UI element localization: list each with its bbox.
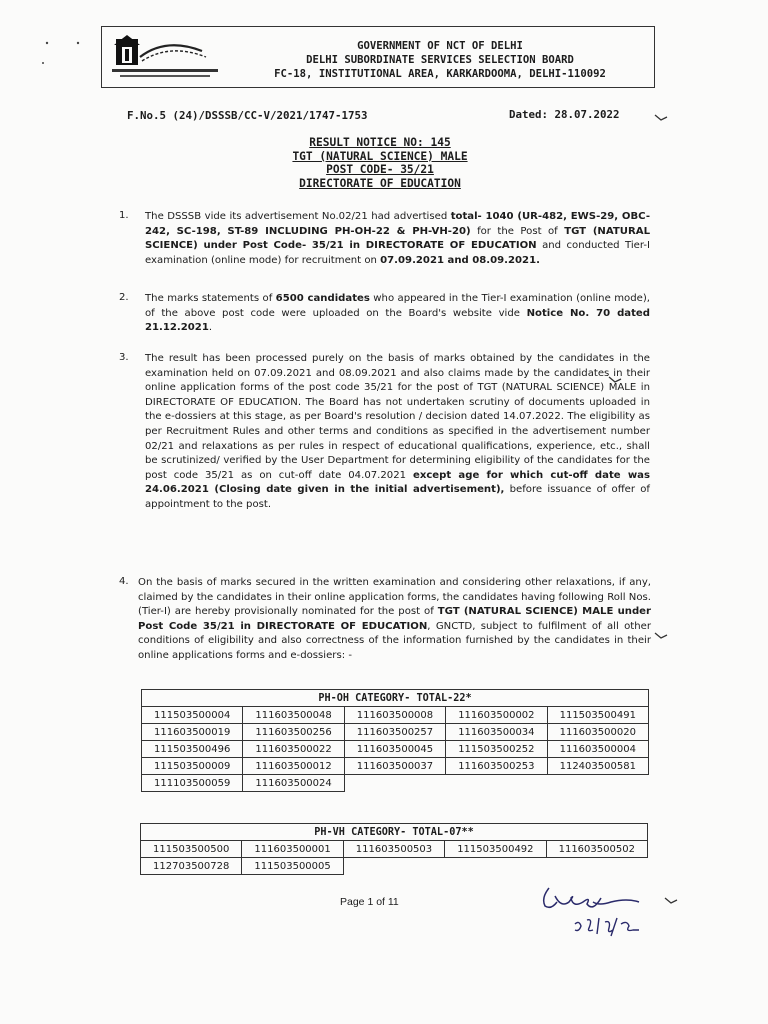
letterhead xyxy=(101,26,655,88)
empty-cell xyxy=(343,858,444,875)
roll-number-cell: 111603500008 xyxy=(344,707,445,724)
table-row xyxy=(142,775,649,792)
roll-number-cell: 111103500059 xyxy=(142,775,243,792)
para-1-text-e: and conducted Tier-I examination (online mode) for recruitment on xyxy=(145,240,650,266)
roll-number-cell: 112703500728 xyxy=(141,858,242,875)
roll-number-cell: 111503500005 xyxy=(242,858,343,875)
para-1-text-d: TGT (NATURAL SCIENCE) under Post Code- 35/21 in DIRECTORATE OF EDUCATION xyxy=(145,225,651,252)
roll-number-cell: 111603500253 xyxy=(446,758,547,775)
ph-oh-table-title: PH-OH CATEGORY- TOTAL-22* xyxy=(142,690,649,707)
para-1-text-f: 07.09.2021 and 08.09.2021. xyxy=(380,254,540,266)
margin-dot-mark xyxy=(74,40,82,46)
table-row xyxy=(142,724,649,741)
margin-tick-mark xyxy=(664,895,678,905)
roll-number-cell: 111603500019 xyxy=(142,724,243,741)
header-line-1: GOVERNMENT OF NCT OF DELHI xyxy=(357,40,523,52)
para-1-number: 1. xyxy=(119,210,129,221)
handwritten-signature xyxy=(535,868,665,948)
para-1-text-a: The DSSSB vide its advertisement No.02/21 had advertised xyxy=(145,211,451,222)
directorate: DIRECTORATE OF EDUCATION xyxy=(299,176,461,190)
margin-tick-mark xyxy=(654,112,668,122)
roll-number-cell: 111603500024 xyxy=(243,775,344,792)
roll-number-cell: 111603500257 xyxy=(344,724,445,741)
ph-vh-table-title: PH-VH CATEGORY- TOTAL-07** xyxy=(141,824,648,841)
header-line-2: DELHI SUBORDINATE SERVICES SELECTION BOARD xyxy=(306,54,574,66)
roll-number-cell: 111503500491 xyxy=(547,707,648,724)
roll-number-cell: 111603500045 xyxy=(344,741,445,758)
para-1 xyxy=(145,210,650,268)
para-4 xyxy=(138,576,651,664)
para-2-text-d: Notice No. 70 dated 21.12.2021 xyxy=(145,307,651,334)
roll-number-cell: 111603500004 xyxy=(547,741,648,758)
roll-number-cell: 111603500022 xyxy=(243,741,344,758)
post-code: POST CODE- 35/21 xyxy=(326,163,434,176)
notice-titles xyxy=(230,136,530,190)
roll-number-cell: 111603500048 xyxy=(243,707,344,724)
table-row xyxy=(142,758,649,775)
empty-cell xyxy=(445,858,546,875)
roll-number-cell: 111503500500 xyxy=(141,841,242,858)
header-line-3: FC-18, INSTITUTIONAL AREA, KARKARDOOMA, DELHI-110092 xyxy=(274,68,606,80)
empty-cell xyxy=(547,775,648,792)
margin-tick-mark xyxy=(654,630,668,640)
para-1-text-c: for the Post of xyxy=(470,225,565,237)
empty-cell xyxy=(446,775,547,792)
roll-number-cell: 111603500002 xyxy=(446,707,547,724)
board-logo xyxy=(106,31,224,83)
roll-number-cell: 111503500492 xyxy=(445,841,546,858)
roll-number-cell: 111603500037 xyxy=(344,758,445,775)
roll-number-cell: 111603500034 xyxy=(446,724,547,741)
margin-dot-mark xyxy=(40,60,46,66)
table-row xyxy=(142,741,649,758)
roll-number-cell: 111503500252 xyxy=(446,741,547,758)
roll-number-cell: 111603500001 xyxy=(242,841,343,858)
para-3-number: 3. xyxy=(119,352,129,363)
page-number: Page 1 of 11 xyxy=(340,896,399,908)
para-2-text-b: 6500 candidates xyxy=(275,293,370,304)
roll-number-cell: 111603500020 xyxy=(547,724,648,741)
letterhead-text xyxy=(230,39,650,81)
margin-dot-mark xyxy=(44,40,50,46)
para-3 xyxy=(145,352,650,513)
roll-number-cell: 111603500256 xyxy=(243,724,344,741)
para-4-text-b: TGT (NATURAL SCIENCE) MALE under Post Code 35/21 in DIRECTORATE OF EDUCATION xyxy=(138,606,651,632)
roll-number-cell: 111503500004 xyxy=(142,707,243,724)
roll-number-cell: 112403500581 xyxy=(547,758,648,775)
margin-tick-mark xyxy=(608,374,622,384)
para-2-number: 2. xyxy=(119,292,129,303)
para-2-text-c: who appeared in the Tier-I examination (online mode), of the above post code were uploaded on the Board's website vide xyxy=(145,293,650,319)
para-3-text-c: before issuance of offer of appointment to the post. xyxy=(145,484,650,510)
para-2-text-e: . xyxy=(208,322,213,334)
para-1-text-b: total- 1040 (UR-482, EWS-29, OBC-242, SC-198, ST-89 INCLUDING PH-OH-22 & PH-VH-20) xyxy=(145,211,651,237)
para-4-number: 4. xyxy=(119,576,129,587)
notice-title: RESULT NOTICE NO: 145 xyxy=(309,136,451,149)
para-2 xyxy=(145,292,650,336)
table-row xyxy=(141,841,648,858)
para-4-text-c: , GNCTD, subject to fulfilment of all other conditions of eligibility and also correctness of the information furnished by the candidates in their online applications forms and e-dossiers: - xyxy=(138,620,651,661)
post-title: TGT (NATURAL SCIENCE) MALE xyxy=(292,149,468,163)
para-4-text-a: On the basis of marks secured in the written examination and considering other relaxations, if any, claimed by the candidates in their online application forms, the candidates having following Roll Nos. (Tier-I) are hereby provisionally nominated for the post of xyxy=(138,577,651,618)
date: Dated: 28.07.2022 xyxy=(509,108,620,121)
file-number: F.No.5 (24)/DSSSB/CC-V/2021/1747-1753 xyxy=(127,109,368,122)
ph-oh-roll-table xyxy=(141,689,649,792)
roll-number-cell: 111503500496 xyxy=(142,741,243,758)
empty-cell xyxy=(344,775,445,792)
para-3-text-a: The result has been processed purely on the basis of marks obtained by the candidates in the examination held on 07.09.2021 and 08.09.2021 and also claims made by the candidates in their online application forms of the post code 35/21 for the post of TGT (NATURAL SCIENCE) MALE in DIRECTORATE OF EDUCATION. The Board has not undertaken scrutiny of documents uploaded in the e-dossiers at this stage, as per Board's resolution / decision dated 14.07.2022. The eligibility as per Recruitment Rules and other terms and conditions as specified in the advertisement number 02/21 and relaxations as per rules in respect of educational qualifications, experience, etc., shall be scrutinized/ verified by the User Department for determining eligibility of the candidates for the post code 35/21 as on cut-off date 04.07.2021 xyxy=(145,353,650,481)
roll-number-cell: 111603500012 xyxy=(243,758,344,775)
para-3-text-b: except age for which cut-off date was 24.06.2021 (Closing date given in the initial advertisement), xyxy=(145,469,650,496)
table-row xyxy=(142,707,649,724)
para-2-text-a: The marks statements of xyxy=(145,293,276,304)
roll-number-cell: 111603500503 xyxy=(343,841,444,858)
roll-number-cell: 111503500009 xyxy=(142,758,243,775)
roll-number-cell: 111603500502 xyxy=(546,841,647,858)
